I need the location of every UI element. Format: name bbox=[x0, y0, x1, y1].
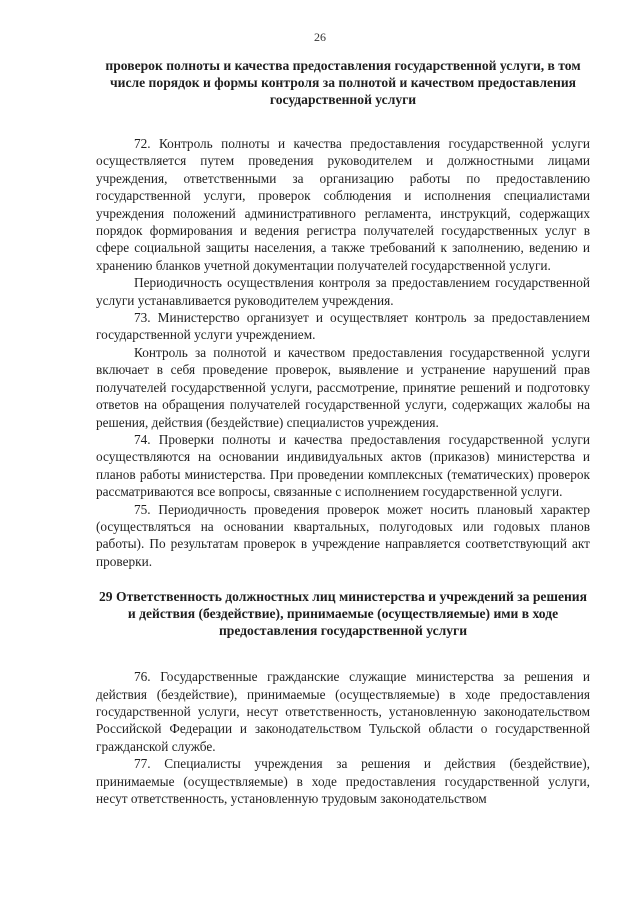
page-number: 26 bbox=[314, 30, 326, 44]
paragraph-control-scope: Контроль за полнотой и качеством предоставления государственной услуги включает в себя проведение проверок, выявление и устранение нарушений прав получателей государственной услуги, рассмотрение, принятие решений и подготовку ответов на обращения получателей государственной услуги, содержащих жалобы на решения, действия (бездействие) специалистов учреждения. bbox=[96, 344, 590, 430]
paragraph-75: 75. Периодичность проведения проверок может носить плановый характер (осуществляться на основании квартальных, полугодовых или годовых планов работы). По результатам проверок в учреждение направляется соответствующий акт проверки. bbox=[96, 501, 590, 569]
paragraph-74: 74. Проверки полноты и качества предоставления государственной услуги осуществляются на основании индивидуальных актов (приказов) министерства и планов работы министерства. При проведении комплексных (тематических) проверок рассматриваются все вопросы, связанные с исполнением государственной услуги. bbox=[96, 431, 590, 500]
document-body bbox=[96, 57, 590, 807]
paragraph-72: 72. Контроль полноты и качества предоставления государственной услуги осуществляется путем проведения руководителем и должностными лицами учреждения, ответственными за организацию работы по предоставлению государственной услуги, проверок соблюдения и исполнения специалистами учреждения положений административного регламента, инструкций, содержащих порядок формирования и ведения регистра получателей государственных услуг в сфере социальной защиты населения, а также требований к заполнению, ведению и хранению бланков учетной документации получателей государственной услуги. bbox=[96, 136, 590, 273]
paragraph-periodicity: Периодичность осуществления контроля за предоставлением государственной услуги устанавливается руководителем учреждения. bbox=[96, 275, 590, 308]
paragraph-76: 76. Государственные гражданские служащие министерства за решения и действия (бездействие), принимаемые (осуществляемые) в ходе предоставления государственной услуги, несут ответственность, установленную законодательством Российской Федерации и законодательством Тульской области о государственной гражданской службе. bbox=[96, 669, 590, 754]
paragraph-73: 73. Министерство организует и осуществляет контроль за предоставлением государственной услуги учреждением. bbox=[96, 310, 590, 343]
section-heading-continued: проверок полноты и качества предоставления государственной услуги, в том числе порядок и формы контроля за полнотой и качеством предоставления государственной услуги bbox=[105, 58, 581, 107]
paragraph-77: 77. Специалисты учреждения за решения и действия (бездействие), принимаемые (осуществляемые) в ходе предоставления государственной услуги, несут ответственность, установленную трудовым законодательством bbox=[96, 756, 590, 806]
section-heading-29: 29 Ответственность должностных лиц министерства и учреждений за решения и действия (бездействие), принимаемые (осуществляемые) ими в ходе предоставления государственной услуги bbox=[99, 589, 587, 639]
